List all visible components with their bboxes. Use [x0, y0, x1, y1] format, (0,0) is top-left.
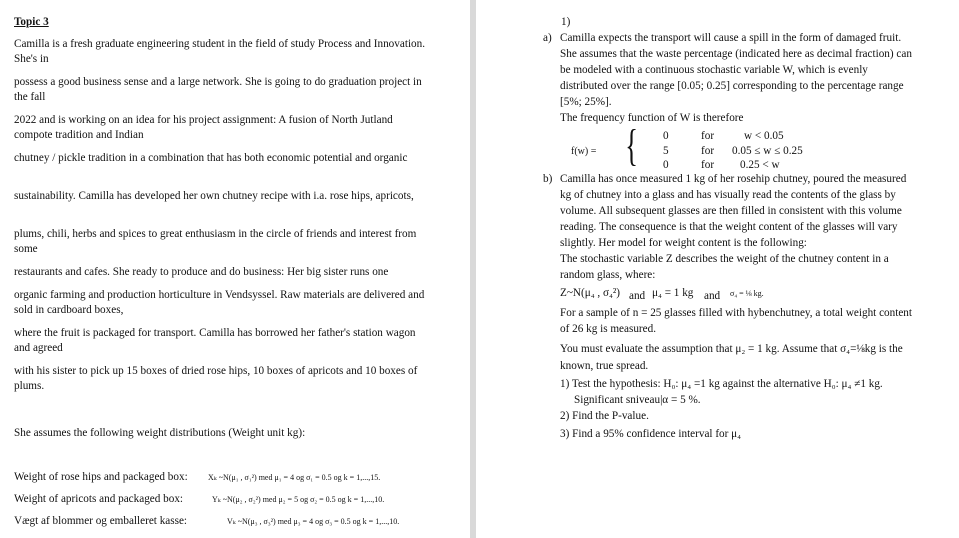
- sample-line-2: of 26 kg is measured.: [560, 323, 657, 335]
- distribution-intro: She assumes the following weight distributions (Weight unit kg):: [14, 427, 306, 439]
- dist-formula-rosehips: Xₖ ~N(μ₁ , σ₁²) med μ₁ = 4 og σ₁ = 0.5 og k = 1,...,15.: [208, 473, 381, 482]
- topic-title: Topic 3: [14, 16, 49, 28]
- piecewise-val-2: 5: [663, 145, 669, 157]
- piecewise-cond-1: w < 0.05: [744, 130, 784, 142]
- part-b-line-1: Camilla has once measured 1 kg of her rosehip chutney, poured the measured: [560, 173, 907, 185]
- piecewise-for-3: for: [701, 159, 715, 171]
- model-and-2: and: [704, 290, 721, 302]
- evaluate-line-1: You must evaluate the assumption that μ₂ = 1 kg. Assume that σ₄=⅛kg is the: [560, 343, 903, 355]
- evaluate-line-2: known, true spread.: [560, 360, 649, 372]
- piecewise-brace: {: [625, 121, 638, 170]
- model-formula: Z~N(μ₄ , σ₄²): [560, 287, 620, 299]
- piecewise-cond-3: 0.25 < w: [740, 159, 780, 171]
- paragraph-line-1: Camilla is a fresh graduate engineering student in the field of study Process and Innovation. She's in: [14, 38, 426, 65]
- dist-label-apricots: Weight of apricots and packaged box:: [14, 493, 184, 505]
- task-1: 1) Test the hypothesis: H₀: μ₄ =1 kg against the alternative H₀: μ₄ ≠1 kg.: [560, 378, 883, 390]
- part-b-line-3: volume. All subsequent glasses are then filled in consistent with this volume: [560, 205, 902, 217]
- paragraph-line-6: plums, chili, herbs and spices to great enthusiasm in the circle of friends and interest from some: [14, 228, 417, 255]
- paragraph-line-9: where the fruit is packaged for transport. Camilla has borrowed her father's station wagon and agreed: [14, 327, 416, 354]
- piecewise-lhs: f(w) =: [571, 146, 597, 157]
- part-b-label: b): [543, 173, 553, 185]
- part-a-line-5: [5%; 25%].: [560, 96, 612, 108]
- part-a-line-4: distributed over the range [0.05; 0.25] corresponding to the percentage range: [560, 80, 904, 92]
- part-b-line-5: slightly. Her model for weight content is the following:: [560, 237, 807, 249]
- piecewise-val-3: 0: [663, 159, 669, 171]
- piecewise-for-1: for: [701, 130, 715, 142]
- paragraph-line-7: restaurants and cafes. She ready to produce and do business: Her big sister runs one: [14, 266, 389, 278]
- task-2: 2) Find the P-value.: [560, 410, 649, 422]
- paragraph-line-5: sustainability. Camilla has developed her own chutney recipe with i.a. rose hips, apricots,: [14, 190, 414, 202]
- part-a-label: a): [543, 32, 552, 44]
- paragraph-line-3: 2022 and is working on an idea for his project assignment: A fusion of North Jutland compote tradition and Indian: [14, 114, 393, 141]
- part-b-line-4: reading. The consequence is that the weight content of the glasses will vary: [560, 221, 898, 233]
- piecewise-cond-2: 0.05 ≤ w ≤ 0.25: [732, 145, 803, 157]
- part-a-line-6: The frequency function of W is therefore: [560, 112, 744, 124]
- task-1-significance: Significant sniveau|α = 5 %.: [574, 394, 701, 406]
- model-mu: μ₄ = 1 kg: [652, 287, 694, 299]
- piecewise-val-1: 0: [663, 130, 669, 142]
- paragraph-line-10: with his sister to pick up 15 boxes of dried rose hips, 10 boxes of apricots and 10 boxes of plums.: [14, 365, 418, 392]
- part-a-line-3: be modeled with a continuous stochastic variable W, which is evenly: [560, 64, 868, 76]
- part-a-line-1: Camilla expects the transport will cause a spill in the form of damaged fruit.: [560, 32, 902, 44]
- dist-formula-apricots: Yₖ ~N(μ₂ , σ₂²) med μ₂ = 5 og σ₂ = 0.5 og k = 1,...,10.: [212, 495, 385, 504]
- part-b-line-7: random glass, where:: [560, 269, 656, 281]
- piecewise-for-2: for: [701, 145, 715, 157]
- part-a-line-2: She assumes that the waste percentage (indicated here as decimal fraction) can: [560, 48, 912, 60]
- task-3: 3) Find a 95% confidence interval for μ₄: [560, 428, 742, 440]
- dist-label-plums: Vægt af blommer og emballeret kasse:: [14, 515, 188, 527]
- paragraph-line-4: chutney / pickle tradition in a combination that has both economic potential and organic: [14, 152, 408, 164]
- sample-line-1: For a sample of n = 25 glasses filled with hybenchutney, a total weight content: [560, 307, 913, 319]
- dist-label-rosehips: Weight of rose hips and packaged box:: [14, 471, 188, 483]
- part-b-line-6: The stochastic variable Z describes the weight of the chutney content in a: [560, 253, 889, 265]
- dist-formula-plums: Vₖ ~N(μ₃ , σ₃²) med μ₃ = 4 og σ₃ = 0.5 og k = 1,...,10.: [227, 517, 400, 526]
- paragraph-line-2: possess a good business sense and a large network. She is going to do graduation project in the fall: [14, 76, 422, 103]
- model-and-1: and: [629, 290, 646, 302]
- paragraph-line-8: organic farming and production horticulture in Vendsyssel. Raw materials are delivered and sold in cardboard boxes,: [14, 289, 425, 316]
- left-page: [0, 0, 470, 538]
- part-b-line-2: kg of chutney into a glass and has visually read the contents of the glass by: [560, 189, 896, 201]
- right-page: [476, 0, 959, 538]
- model-sigma: σ₄ = ⅛ kg.: [730, 289, 764, 298]
- question-number: 1): [561, 16, 571, 28]
